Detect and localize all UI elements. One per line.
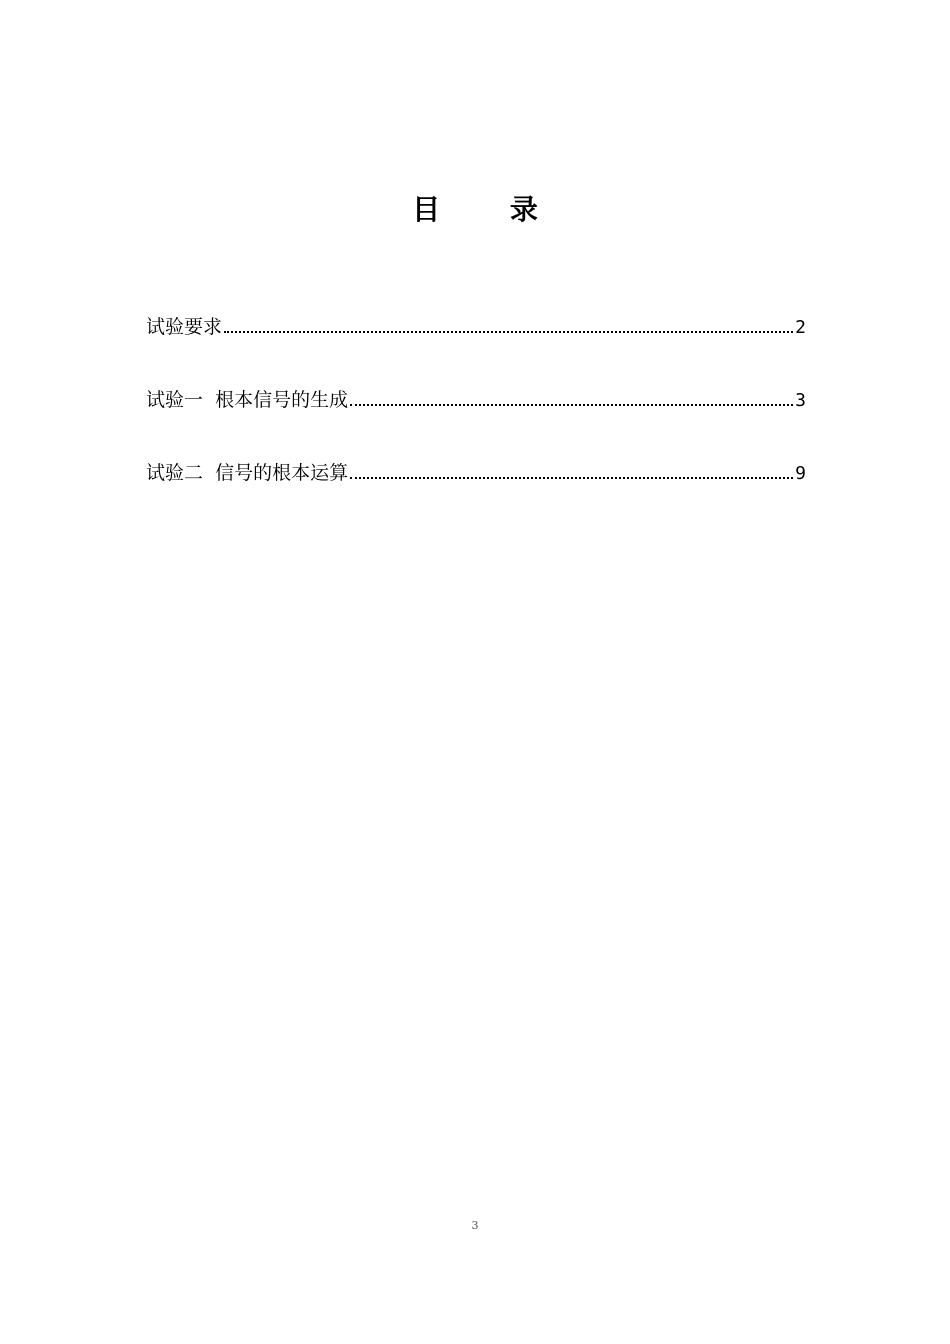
toc-entry-page: 3 xyxy=(795,390,806,411)
toc-entry[interactable] xyxy=(146,309,806,345)
toc-dot-leader xyxy=(350,404,793,406)
toc-entry-label: 试验要求 xyxy=(146,316,223,338)
toc-entry[interactable] xyxy=(146,382,806,418)
toc-entry-page: 2 xyxy=(795,317,806,338)
toc-entry-page: 9 xyxy=(795,463,806,484)
toc-entry-label: 试验一 根本信号的生成 xyxy=(146,389,349,411)
toc-list xyxy=(146,309,806,528)
toc-entry-label: 试验二 信号的根本运算 xyxy=(146,462,349,484)
footer-page-number: 3 xyxy=(471,1219,479,1232)
toc-dot-leader xyxy=(350,477,793,479)
toc-title: 目 录 xyxy=(412,193,568,226)
toc-entry[interactable] xyxy=(146,455,806,491)
toc-dot-leader xyxy=(224,331,793,333)
